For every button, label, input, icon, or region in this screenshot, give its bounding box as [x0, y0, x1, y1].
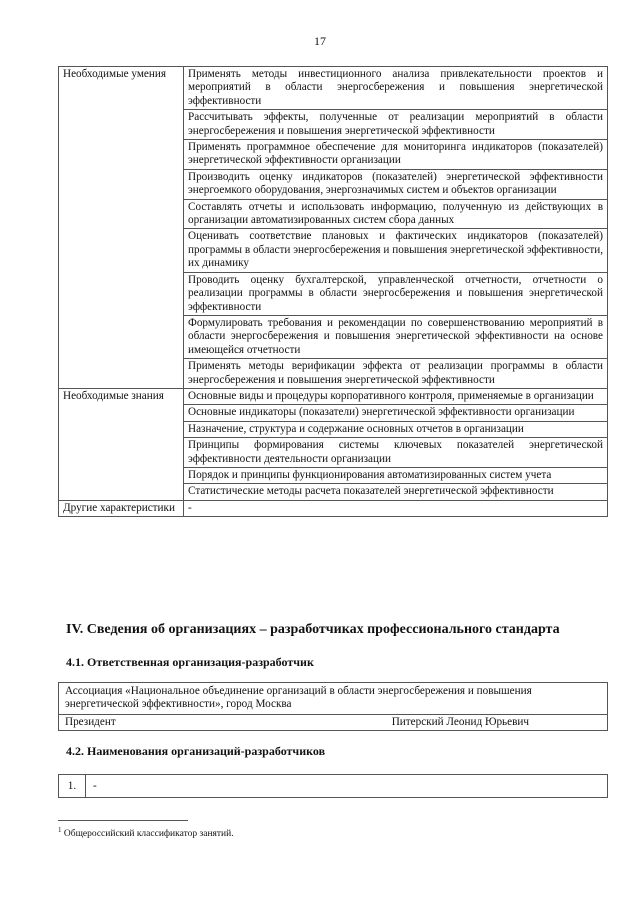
row-item: Составлять отчеты и использовать информацию, полученную из действующих в организации автоматизированных систем сбора данных [184, 199, 608, 229]
skills-table [58, 66, 608, 517]
signatory-name: Питерский Леонид Юрьевич [391, 715, 529, 728]
row-label: Другие характеристики [59, 500, 184, 516]
developers-list [58, 774, 608, 798]
developer-number: 1. [59, 775, 86, 797]
row-item: Применять методы инвестиционного анализа привлекательности проектов и мероприятий в области энергосбережения и повышения энергетической эффективности [184, 67, 608, 110]
footnote [58, 826, 234, 839]
responsible-org-name: Ассоциация «Национальное объединение организаций в области энергосбережения и повышения энергетической эффективности», город Москва [59, 683, 607, 715]
developer-name: - [93, 780, 97, 792]
section-heading: IV. Сведения об организациях – разработчиках профессионального стандарта [66, 622, 560, 637]
row-item: Проводить оценку бухгалтерской, управленческой отчетности, отчетности о реализации программы в области энергосбережения и повышения энергетической эффективности [184, 272, 608, 315]
row-item: Порядок и принципы функционирования автоматизированных систем учета [184, 467, 608, 483]
row-label: Необходимые умения [59, 67, 184, 389]
row-item: Применять программное обеспечение для мониторинга индикаторов (показателей) энергетической эффективности организации [184, 140, 608, 170]
developers-heading: 4.2. Наименования организаций-разработчиков [66, 744, 326, 758]
row-item: Оценивать соответствие плановых и фактических индикаторов (показателей) программы в области энергосбережения и повышения энергетической эффективности, их динамику [184, 229, 608, 272]
responsible-org-box [58, 682, 608, 731]
footnote-divider [58, 820, 188, 821]
row-item: Применять методы верификации эффекта от реализации программы в области энергосбережения и повышения энергетической эффективности [184, 359, 608, 389]
page-number: 17 [314, 34, 326, 48]
row-item: Основные индикаторы (показатели) энергетической эффективности организации [184, 405, 608, 421]
table-row [59, 500, 608, 516]
responsible-org-heading: 4.1. Ответственная организация-разработчик [66, 655, 314, 669]
row-item: Формулировать требования и рекомендации по совершенствованию мероприятий в области энергосбережения и повышения энергетической эффективности на основе имеющейся отчетности [184, 315, 608, 358]
responsible-org-signatory-row [59, 715, 607, 730]
position-title: Президент [65, 715, 116, 728]
table-row [59, 67, 608, 110]
row-item: Производить оценку индикаторов (показателей) энергетической эффективности энергоемкого оборудования, энергозначимых систем и объектов организации [184, 169, 608, 199]
row-label: Необходимые знания [59, 388, 184, 500]
footnote-text: Общероссийский классификатор занятий. [63, 829, 234, 840]
row-item: - [184, 500, 608, 516]
row-item: Рассчитывать эффекты, полученные от реализации мероприятий в области энергосбережения и повышения энергетической эффективности [184, 110, 608, 140]
row-item: Назначение, структура и содержание основных отчетов в организации [184, 421, 608, 437]
row-item: Принципы формирования системы ключевых показателей энергетической эффективности деятельности организации [184, 438, 608, 468]
row-item: Статистические методы расчета показателей энергетической эффективности [184, 484, 608, 500]
table-row [59, 388, 608, 404]
footnote-marker: 1 [58, 826, 62, 834]
row-item: Основные виды и процедуры корпоративного контроля, применяемые в организации [184, 388, 608, 404]
